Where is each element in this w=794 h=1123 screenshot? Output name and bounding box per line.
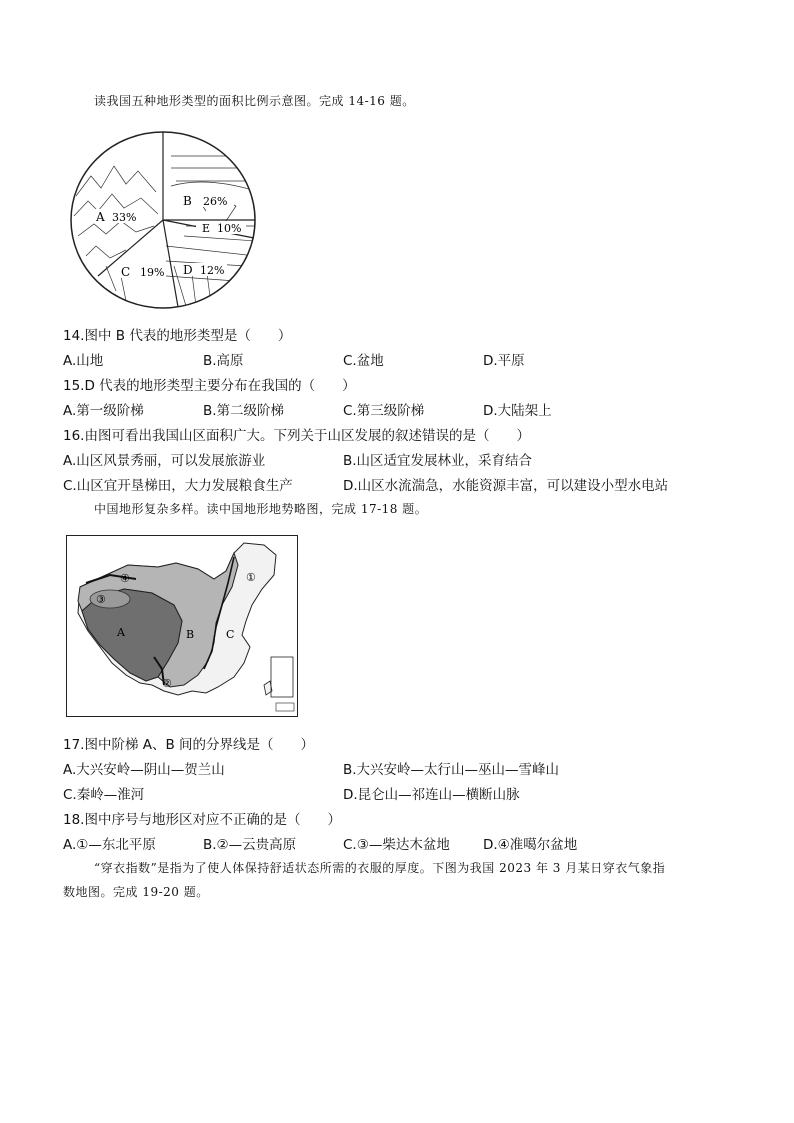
q17-option-b: B.大兴安岭—太行山—巫山—雪峰山 (343, 762, 560, 778)
q18-option-a: A.①—东北平原 (63, 837, 156, 853)
q16-stem: 16.由图可看出我国山区面积广大。下列关于山区发展的叙述错误的是（ ） (63, 428, 530, 444)
pie-value-D: 12% (200, 264, 225, 277)
q17-option-d: D.昆仑山—祁连山—横断山脉 (343, 787, 520, 803)
q17-option-a: A.大兴安岭—阴山—贺兰山 (63, 762, 225, 778)
china-terrain-map (66, 535, 298, 717)
map-marker-1: ① (246, 571, 256, 584)
q16-option-a: A.山区风景秀丽，可以发展旅游业 (63, 453, 266, 469)
q14-option-a: A.山地 (63, 353, 104, 369)
pie-label-B: B (183, 194, 192, 208)
q16-option-b: B.山区适宜发展林业，采育结合 (343, 453, 533, 469)
pie-label-C: C (121, 265, 131, 279)
intro-14-16: 读我国五种地形类型的面积比例示意图。完成 14-16 题。 (94, 94, 415, 108)
q18-option-b: B.②—云贵高原 (203, 837, 297, 853)
pie-label-A: A (96, 210, 105, 224)
q18-option-c: C.③—柴达木盆地 (343, 837, 450, 853)
pie-label-D: D (183, 263, 193, 277)
q15-stem: 15.D 代表的地形类型主要分布在我国的（ ） (63, 378, 356, 394)
q15-option-a: A.第一级阶梯 (63, 403, 144, 419)
q17-option-c: C.秦岭—淮河 (63, 787, 145, 803)
q17-stem: 17.图中阶梯 A、B 间的分界线是（ ） (63, 737, 315, 753)
pie-value-C: 19% (140, 266, 165, 279)
q14-option-c: C.盆地 (343, 353, 384, 369)
q16-option-c: C.山区宜开垦梯田，大力发展粮食生产 (63, 478, 293, 494)
q15-option-c: C.第三级阶梯 (343, 403, 425, 419)
map-label-B: B (186, 628, 195, 641)
q14-option-d: D.平原 (483, 353, 525, 369)
q18-option-d: D.④准噶尔盆地 (483, 837, 578, 853)
intro-17-18: 中国地形复杂多样。读中国地形地势略图，完成 17-18 题。 (94, 502, 428, 516)
q14-stem: 14.图中 B 代表的地形类型是（ ） (63, 328, 292, 344)
pie-label-E: E (202, 222, 211, 235)
q18-stem: 18.图中序号与地形区对应不正确的是（ ） (63, 812, 341, 828)
map-label-C: C (226, 628, 235, 641)
pie-value-B: 26% (203, 195, 228, 208)
landform-pie-chart (66, 126, 266, 316)
map-marker-2: ② (162, 677, 172, 690)
map-marker-3: ③ (96, 593, 106, 606)
map-marker-4: ④ (120, 572, 130, 585)
q15-option-d: D.大陆架上 (483, 403, 552, 419)
pie-value-E: 10% (217, 222, 242, 235)
intro-19-20-line1: “穿衣指数”是指为了使人体保持舒适状态所需的衣服的厚度。下图为我国 2023 年 3 月某日穿衣气象指 (94, 861, 666, 875)
pie-value-A: 33% (112, 211, 137, 224)
q16-option-d: D.山区水流湍急，水能资源丰富，可以建设小型水电站 (343, 478, 669, 494)
map-label-A: A (117, 626, 125, 639)
q15-option-b: B.第二级阶梯 (203, 403, 285, 419)
intro-19-20-line2: 数地图。完成 19-20 题。 (63, 885, 209, 899)
q14-option-b: B.高原 (203, 353, 244, 369)
